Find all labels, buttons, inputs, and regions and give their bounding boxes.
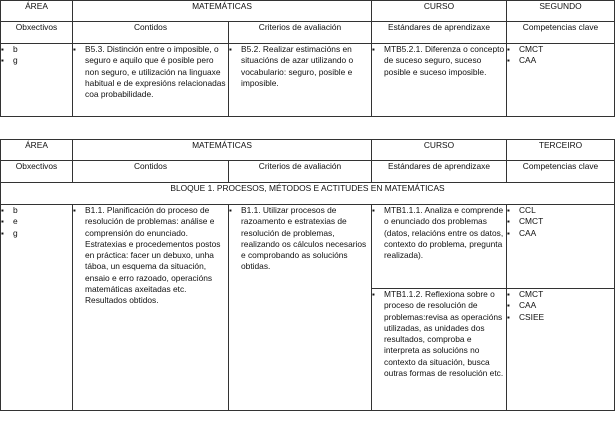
contido-cell	[73, 44, 229, 117]
grade-header: SEGUNDO	[507, 1, 615, 22]
estandar-cell	[372, 289, 507, 411]
header-row	[1, 1, 615, 22]
contido-text: ▪ B1.1. Planificación do proceso de resolución de problemas: análise e comprensión do enunciado. Estratexias e procedementos postos en práctica: facer un debuxo, unha táboa, un esquema da situación, ensaio e erro razoado, operacións matemáticas axeitadas etc. Resultados obtidos.	[73, 205, 228, 307]
block-title: BLOQUE 1. PROCESOS, MÉTODOS E ACTITUDES EN MATEMÁTICAS	[1, 183, 615, 205]
contido-cell	[73, 205, 229, 411]
competencias-list	[507, 44, 614, 67]
competencias-header: Competencias clave	[507, 22, 615, 44]
obxectivos-header: Obxectivos	[1, 22, 73, 44]
obxectivos-cell	[1, 205, 73, 411]
content-row	[1, 44, 615, 117]
competencias-cell	[507, 289, 615, 411]
criterio-text: ▪ B5.2. Realizar estimacións en situacións de azar utilizando o vocabulario: seguro, posible e imposible.	[229, 44, 371, 89]
criterio-text: ▪ B1.1. Utilizar procesos de razoamento e estratexias de resolución de problemas, realizando os cálculos necesarios e comprobando as solucións obtidas.	[229, 205, 371, 273]
obxectivo-item: ▪ b	[1, 205, 72, 216]
estandar-cell	[372, 205, 507, 289]
obxectivo-item: ▪ g	[1, 55, 72, 66]
subject-header: MATEMÁTICAS	[73, 1, 372, 22]
obxectivos-list	[1, 44, 72, 67]
obxectivo-item: ▪ g	[1, 228, 72, 239]
criterios-header: Criterios de avaliación	[229, 22, 372, 44]
obxectivos-cell	[1, 44, 73, 117]
competencia-item: ▪ CSIEE	[507, 312, 614, 323]
obxectivo-item: ▪ b	[1, 44, 72, 55]
competencia-item: ▪ CAA	[507, 228, 614, 239]
area-header: ÁREA	[1, 1, 73, 22]
obxectivo-item: ▪ e	[1, 216, 72, 227]
subject-header: MATEMÁTICAS	[73, 140, 372, 161]
contidos-header: Contidos	[73, 22, 229, 44]
competencia-item: ▪ CMCT	[507, 44, 614, 55]
estandar-text: ▪ MTB1.1.2. Reflexiona sobre o proceso de resolución de problemas:revisa as operacións utilizadas, as unidades dos resultados, comproba e interpreta as solucións no contexto da situación, busca outras formas de resolución etc.	[372, 289, 506, 379]
criterio-cell	[229, 205, 372, 411]
area-header: ÁREA	[1, 140, 73, 161]
competencia-item: ▪ CMCT	[507, 216, 614, 227]
content-row	[1, 205, 615, 289]
criterios-header: Criterios de avaliación	[229, 161, 372, 183]
contido-text: ▪ B5.3. Distinción entre o imposible, o seguro e aquilo que é posible pero non seguro, e utilización na linguaxe habitual e de expresións relacionadas coa probabilidade.	[73, 44, 228, 100]
competencia-item: ▪ CAA	[507, 55, 614, 66]
competencia-item: ▪ CCL	[507, 205, 614, 216]
estandares-header: Estándares de aprendizaxe	[372, 161, 507, 183]
column-header-row	[1, 22, 615, 44]
column-header-row	[1, 161, 615, 183]
contidos-header: Contidos	[73, 161, 229, 183]
obxectivos-list	[1, 205, 72, 239]
estandar-text: ▪ MTB5.2.1. Diferenza o concepto de suceso seguro, suceso posible e suceso imposible.	[372, 44, 506, 78]
estandar-cell	[372, 44, 507, 117]
block-row	[1, 183, 615, 205]
competencias-header: Competencias clave	[507, 161, 615, 183]
header-row	[1, 140, 615, 161]
estandares-header: Estándares de aprendizaxe	[372, 22, 507, 44]
obxectivos-header: Obxectivos	[1, 161, 73, 183]
competencias-list	[507, 205, 614, 239]
curriculum-table-terceiro	[0, 139, 615, 411]
competencias-cell	[507, 205, 615, 289]
curso-header: CURSO	[372, 140, 507, 161]
competencias-cell	[507, 44, 615, 117]
competencia-item: ▪ CMCT	[507, 289, 614, 300]
curso-header: CURSO	[372, 1, 507, 22]
competencia-item: ▪ CAA	[507, 300, 614, 311]
estandar-text: ▪ MTB1.1.1. Analiza e comprende o enunciado dos problemas (datos, relacións entre os datos, contexto do problema, pregunta realizada).	[372, 205, 506, 261]
competencias-list	[507, 289, 614, 323]
grade-header: TERCEIRO	[507, 140, 615, 161]
curriculum-table-segundo	[0, 0, 615, 117]
criterio-cell	[229, 44, 372, 117]
